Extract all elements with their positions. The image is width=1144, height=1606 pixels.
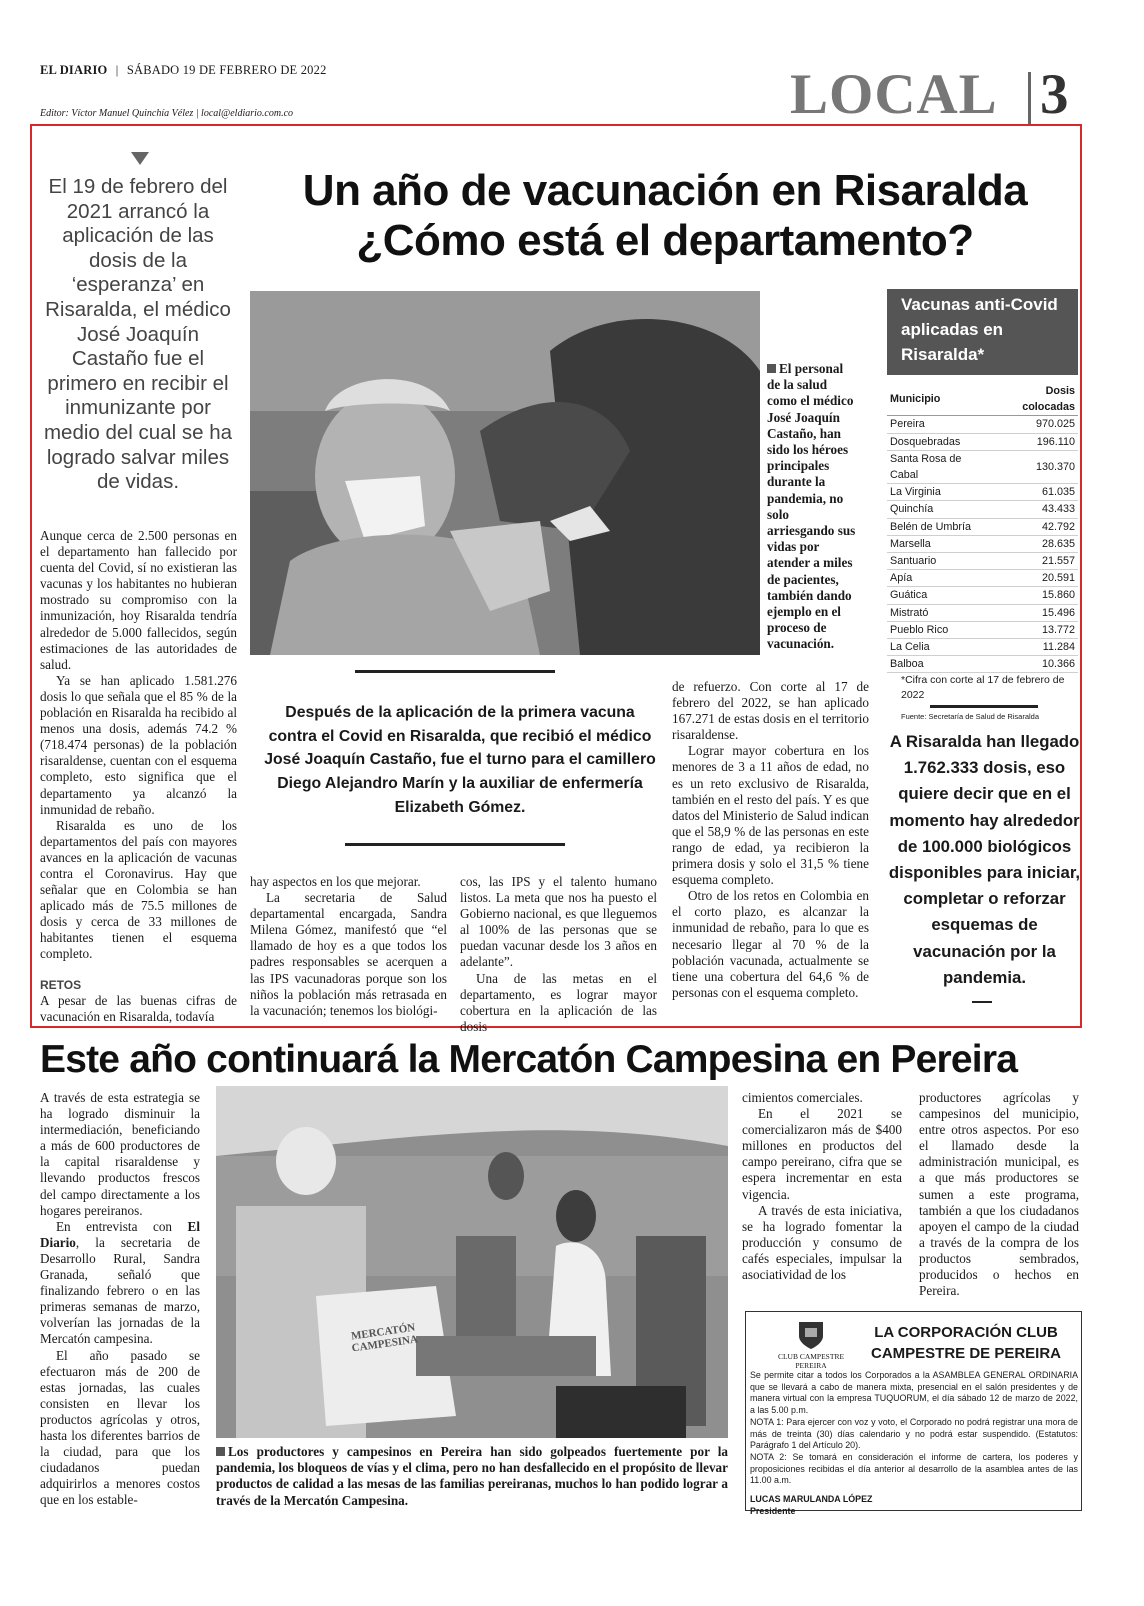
dosis-cell: 13.772 <box>991 621 1078 638</box>
paragraph: cimientos comerciales. <box>742 1090 863 1105</box>
table-row <box>887 621 1078 638</box>
side-quote-rule-top <box>930 705 1038 708</box>
table-header-row <box>887 383 1078 416</box>
paragraph: Aunque cerca de 2.500 personas en el departamento han fallecido por cuenta del Covid, sí no existieran las vacunas y los habitantes no hubieran mostrado su compromiso con la inmunización, hoy Risaralda tendría alrededor de 5.000 fallecidos, según estimaciones de las autoridades de salud. <box>40 528 237 672</box>
main-col-3 <box>460 874 657 1035</box>
paragraph: Otro de los retos en Colombia en el corto plazo, es alcanzar la inmunidad de rebaño, para lo que es necesario llegar al 70 % de la población vacunada, actualmente se tiene una cobertura del 64,6 % de personas con el esquema completo. <box>672 888 869 1000</box>
paragraph: En el 2021 se comercializaron más de $400 millones en productos del campo pereirano, cifra que se espera incrementar en esta vigencia. <box>742 1106 902 1202</box>
municipio-cell: Mistrató <box>887 604 991 621</box>
dosis-cell: 42.792 <box>991 518 1078 535</box>
municipio-cell: La Celia <box>887 639 991 656</box>
paragraph: Lograr mayor cobertura en los menores de 3 a 11 años de edad, no es un reto exclusivo de Risaralda, también en el resto del país. Y es que datos del Ministerio de Salud indican que el 58,9 % de las personas en este rango de edad, ya recibieron la primera dosis y solo el 31,5 % tiene esquema completo. <box>672 743 869 888</box>
municipio-cell: Balboa <box>887 656 991 673</box>
municipio-cell: Dosquebradas <box>887 433 991 450</box>
paragraph: A través de esta iniciativa, se ha logrado fomentar la producción y consumo de cafés especiales, impulsar la asociatividad de los <box>742 1202 902 1283</box>
masthead-left <box>40 63 327 78</box>
caption-bullet-icon <box>216 1447 225 1456</box>
notice-signer: LUCAS MARULANDA LÓPEZ <box>750 1494 873 1505</box>
table-footnote: *Cifra con corte al 17 de febrero de 2022 <box>901 674 1065 702</box>
table-row <box>887 501 1078 518</box>
issue-date: SÁBADO 19 DE FEBRERO DE 2022 <box>126 63 327 77</box>
market-photo-caption: Los productores y campesinos en Pereira han sido golpeados fuertemente por la pandemia, los bloqueos de vías y el clima, pero no han desfallecido en el propósito de llevar productos de calidad a las mesas de las familias pereiranas, muchos lo han podido lograr a través de la Mercatón Campesina. <box>216 1444 728 1508</box>
col-municipio: Municipio <box>887 383 991 416</box>
dosis-cell: 15.496 <box>991 604 1078 621</box>
sidebar-intro: El 19 de febrero del 2021 arrancó la aplicación de las dosis de la ‘esperanza’ en Risaralda, el médico José Joaquín Castaño fue el primero en recibir el inmunizante por medio del cual se ha logrado salvar miles de vidas. <box>43 175 233 494</box>
paragraph: En entrevista con El Diario, la secretaria de Desarrollo Rural, Sandra Granada, señaló que finalizando febrero o en las primeras semanas de marzo, volverían las jornadas de la Mercatón campesina. <box>40 1218 200 1347</box>
vaccine-table-box <box>887 289 1078 722</box>
municipio-cell: Pueblo Rico <box>887 621 991 638</box>
table-row <box>887 656 1078 673</box>
pull-quote: Después de la aplicación de la primera vacuna contra el Covid en Risaralda, que recibió el médico José Joaquín Castaño, fue el turno para el camillero Diego Alejandro Marín y la auxiliar de enfermería Elizabeth Gómez. <box>264 704 656 816</box>
side-quote: A Risaralda han llegado 1.762.333 dosis, eso quiere decir que en el momento hay alrededor de 100.000 biológicos disponibles para iniciar, completar o reforzar esquemas de vacunación por la pandemia. <box>888 732 1081 987</box>
paragraph: Ya se han aplicado 1.581.276 dosis lo que señala que el 85 % de la población en Risaralda ha recibido al menos una dosis, además 74.2 % (718.474 personas) de la población risaraldense, cuentan con el esquema completo, esto significa que el departamento ya alcanzó la inmunidad de rebaño. <box>40 672 237 817</box>
paragraph: Una de las metas en el departamento, es lograr mayor cobertura en la aplicación de las dosis <box>460 970 657 1034</box>
headline-line-2: ¿Cómo está el departamento? <box>356 216 974 265</box>
main-headline <box>250 166 1080 266</box>
table-row <box>887 518 1078 535</box>
table-row <box>887 450 1078 483</box>
section-divider <box>1028 72 1031 124</box>
vaccine-table-title: Vacunas anti-Covid aplicadas en Risaralda* <box>887 289 1078 375</box>
municipio-cell: Pereira <box>887 416 991 433</box>
pull-quote-rule-top <box>355 670 555 673</box>
table-row <box>887 604 1078 621</box>
club-notice <box>745 1311 1082 1516</box>
paragraph: A través de esta estrategia se ha logrado disminuir la intermediación, beneficiando a más de 600 productores de la capital risaraldense y llevando productos frescos del campo directamente a los hogares pereiranos. <box>40 1090 200 1218</box>
table-row <box>887 553 1078 570</box>
main-col-1 <box>40 528 237 1025</box>
club-logo-city: PEREIRA <box>795 1361 827 1370</box>
pull-quote-rule-bottom <box>345 843 565 846</box>
dosis-cell: 21.557 <box>991 553 1078 570</box>
retos-heading: RETOS <box>40 977 82 992</box>
dosis-cell: 20.591 <box>991 570 1078 587</box>
bag-label: MERCATÓN CAMPESINA <box>350 1321 419 1355</box>
second-col-3 <box>919 1090 1079 1299</box>
masthead-separator: | <box>115 63 119 77</box>
club-logo <box>774 1320 848 1370</box>
table-row <box>887 639 1078 656</box>
paragraph: de refuerzo. Con corte al 17 de febrero del 2022, se han aplicado 167.271 de estas dosis en el territorio risaraldense. <box>672 679 869 743</box>
dosis-cell: 43.433 <box>991 501 1078 518</box>
second-col-1 <box>40 1090 200 1508</box>
vaccine-table <box>887 383 1078 673</box>
paragraph: cos, las IPS y el talento humano listos. La meta que nos ha puesto el Gobierno nacional, es que lleguemos al 100% de las personas que se puedan vacunar desde los 3 años en adelante”. <box>460 874 657 970</box>
paragraph: El año pasado se efectuaron más de 200 de estas jornadas, las cuales consisten en llevar los productos agrícolas y otros, hasta los diferentes barrios de la ciudad, para que los ciudadanos puedan adquirirlos a menores costos que en los estable- <box>40 1347 200 1508</box>
table-row <box>887 416 1078 433</box>
municipio-cell: Guática <box>887 587 991 604</box>
paragraph: Risaralda es uno de los departamentos del país con mayores avances en la aplicación de vacunas contra el Coronavirus. Hay que señalar que en Colombia se han aplicado más de 75.5 millones de dosis y cerca de 33 millones de habitantes tienen el esquema completo. <box>40 817 237 962</box>
side-quote-end-rule <box>972 1001 992 1003</box>
dosis-cell: 28.635 <box>991 535 1078 552</box>
notice-signer-title: Presidente <box>750 1505 796 1516</box>
paragraph: La secretaria de Salud departamental encargada, Sandra Milena Gómez, manifestó que “el llamado de hoy es a que todos los padres responsables se acerquen a las IPS vacunadoras porque son los niños la población más retrasada en la vacunación; tenemos los biológi- <box>250 890 447 1018</box>
table-row <box>887 570 1078 587</box>
paragraph: A pesar de las buenas cifras de vacunación en Risaralda, todavía <box>40 992 237 1024</box>
main-col-4 <box>672 679 869 1001</box>
caption-bullet-icon <box>767 364 776 373</box>
municipio-cell: Santuario <box>887 553 991 570</box>
paper-mention: El Diario <box>40 1218 200 1250</box>
paragraph: productores agrícolas y campesinos del municipio, entre otros aspectos. Por eso el llamado desde la administración municipal, es a que más productores se sumen a este programa, también a que los ciudadanos apoyen el campo de la ciudad a través de la compra de los productos sembrados, producidos o hechos en Pereira. <box>919 1090 1079 1299</box>
municipio-cell: La Virginia <box>887 484 991 501</box>
vaccination-photo <box>250 291 760 655</box>
table-row <box>887 535 1078 552</box>
table-row <box>887 433 1078 450</box>
notice-title: LA CORPORACIÓN CLUB CAMPESTRE DE PEREIRA <box>870 1324 1062 1362</box>
notice-body: Se permite citar a todos los Corporados a la ASAMBLEA GENERAL ORDINARIA que se llevará a cabo de manera mixta, presencial en el salón presidentes y de manera virtual con la empresa TUQUORUM, el día sábado 12 de marzo de 2022, a las 5.00 p.m. NOTA 1: Para ejercer con voz y voto, el Corporado no podrá registrar una mora de más de treinta (30) días calendario y no podrá estar suspendido. (Estatutos: Parágrafo 1 del Artículo 20). NOTA 2: Se tomará en consideración el informe de cartera, los poderes y proposiciones recibidas el día anterior al desarrollo de la asamblea antes de las 11.00 a.m. LUCAS MARULANDA LÓPEZ Presidente <box>750 1370 1078 1516</box>
municipio-cell: Santa Rosa de Cabal <box>887 450 991 483</box>
table-row <box>887 587 1078 604</box>
page-number: 3 <box>1040 63 1069 126</box>
municipio-cell: Marsella <box>887 535 991 552</box>
market-photo <box>216 1086 728 1438</box>
club-logo-name: CLUB CAMPESTRE <box>777 1352 845 1361</box>
second-col-2 <box>742 1090 902 1283</box>
dosis-cell: 970.025 <box>991 416 1078 433</box>
second-headline: Este año continuará la Mercatón Campesina en Pereira <box>40 1038 1018 1081</box>
editor-line: Editor: Víctor Manuel Quinchía Vélez | local@eldiario.com.co <box>40 108 294 119</box>
dosis-cell: 10.366 <box>991 656 1078 673</box>
dosis-cell: 61.035 <box>991 484 1078 501</box>
club-crest-icon <box>797 1320 825 1350</box>
col-dosis: Dosis colocadas <box>991 383 1078 416</box>
municipio-cell: Apía <box>887 570 991 587</box>
paper-name: EL DIARIO <box>40 63 108 77</box>
dosis-cell: 130.370 <box>991 450 1078 483</box>
dosis-cell: 11.284 <box>991 639 1078 656</box>
table-row <box>887 484 1078 501</box>
paragraph: hay aspectos en los que mejorar. <box>250 874 421 889</box>
section-name: LOCAL <box>790 63 998 126</box>
vaccination-photo-caption: El personal de la salud como el médico José Joaquín Castaño, han sido los héroes principales durante la pandemia, no solo arriesgando sus vidas por atender a miles de pacientes, también dando ejemplo en el proceso de vacunación. <box>767 361 856 652</box>
municipio-cell: Belén de Umbría <box>887 518 991 535</box>
down-triangle-icon <box>131 152 149 165</box>
table-source: Fuente: Secretaría de Salud de Risaralda <box>901 712 1039 722</box>
dosis-cell: 196.110 <box>991 433 1078 450</box>
headline-line-1: Un año de vacunación en Risaralda <box>302 166 1028 215</box>
main-col-2 <box>250 874 447 1019</box>
dosis-cell: 15.860 <box>991 587 1078 604</box>
municipio-cell: Quinchía <box>887 501 991 518</box>
